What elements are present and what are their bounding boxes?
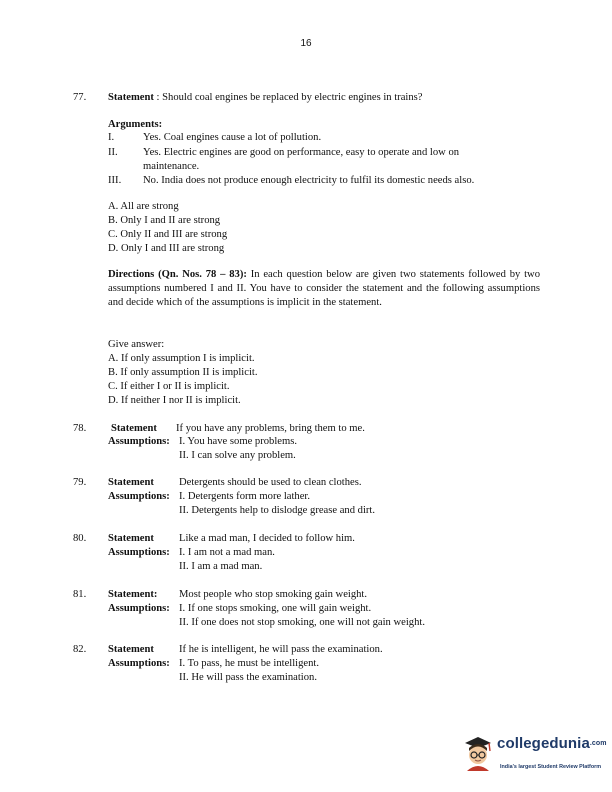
assumption-2: II. If one does not stop smoking, one will not gain weight. (179, 617, 425, 628)
answer-option-c: C. If either I or II is implicit. (108, 381, 230, 392)
q77-option-a: A. All are strong (108, 201, 179, 212)
statement-text: If you have any problems, bring them to me. (176, 423, 365, 434)
assumptions-label: Assumptions: (108, 658, 170, 669)
statement-label: Statement (108, 477, 154, 488)
assumption-2: II. He will pass the examination. (179, 672, 317, 683)
statement-text: Detergents should be used to clean clothes. (179, 477, 362, 488)
question-number-81: 81. (73, 589, 87, 600)
page-number: 16 (300, 38, 312, 49)
logo-tagline: India's largest Student Review Platform (500, 764, 602, 770)
assumption-1: I. To pass, he must be intelligent. (179, 658, 319, 669)
answer-option-b: B. If only assumption II is implicit. (108, 367, 258, 378)
assumption-1: I. I am not a mad man. (179, 547, 275, 558)
logo-wordmark: collegedunia$^{.com}$ (497, 735, 607, 752)
arguments-label: Arguments: (108, 119, 163, 130)
question-number-80: 80. (73, 533, 87, 544)
answer-option-d: D. If neither I nor II is implicit. (108, 395, 241, 406)
statement-label: Statement: (108, 589, 158, 600)
assumption-2: II. I am a mad man. (179, 561, 263, 572)
directions-text: In each question below are given two statements followed by two assumptions numbered I and II. You have to consider the statement and the following assumptions and decide which of the assumptions is implicit in the statement. (108, 269, 540, 308)
argument-text: No. India does not produce enough electricity to fulfil its domestic needs also. (143, 175, 475, 186)
directions-paragraph (108, 268, 540, 310)
argument-text: Yes. Electric engines are good on performance, easy to operate and low on (143, 147, 460, 158)
assumptions-label: Assumptions: (108, 547, 170, 558)
assumption-1: I. If one stops smoking, one will gain weight. (179, 603, 372, 614)
statement-label: Statement (108, 92, 154, 103)
assumption-1: I. Detergents form more lather. (179, 491, 311, 502)
statement-text: Most people who stop smoking gain weight. (179, 589, 368, 600)
directions-label: Directions (Qn. Nos. 78 – 83): (108, 269, 247, 280)
q77-option-b: B. Only I and II are strong (108, 215, 221, 226)
assumption-1: I. You have some problems. (179, 436, 297, 447)
statement-label: Statement (108, 533, 154, 544)
assumption-2: II. Detergents help to dislodge grease and dirt. (179, 505, 376, 516)
argument-num: III. (108, 175, 122, 186)
statement-label: Statement (111, 423, 157, 434)
statement-text: : Should coal engines be replaced by electric engines in trains? (153, 92, 423, 103)
give-answer-label: Give answer: (108, 339, 165, 350)
assumptions-label: Assumptions: (108, 603, 170, 614)
assumptions-label: Assumptions: (108, 491, 170, 502)
q77-statement (108, 91, 422, 105)
question-number-82: 82. (73, 644, 87, 655)
argument-text-cont: maintenance. (143, 161, 200, 172)
answer-option-a: A. If only assumption I is implicit. (108, 353, 255, 364)
statement-text: Like a mad man, I decided to follow him. (179, 533, 355, 544)
argument-num: II. (108, 147, 118, 158)
question-number-77: 77. (73, 92, 87, 103)
assumptions-label: Assumptions: (108, 436, 170, 447)
question-number-78: 78. (73, 423, 87, 434)
q77-option-d: D. Only I and III are strong (108, 243, 225, 254)
question-number-79: 79. (73, 477, 87, 488)
logo-mascot-icon (461, 733, 495, 771)
statement-text: If he is intelligent, he will pass the examination. (179, 644, 383, 655)
statement-label: Statement (108, 644, 154, 655)
assumption-2: II. I can solve any problem. (179, 450, 296, 461)
q77-option-c: C. Only II and III are strong (108, 229, 228, 240)
argument-num: I. (108, 132, 115, 143)
argument-text: Yes. Coal engines cause a lot of pollution. (143, 132, 322, 143)
